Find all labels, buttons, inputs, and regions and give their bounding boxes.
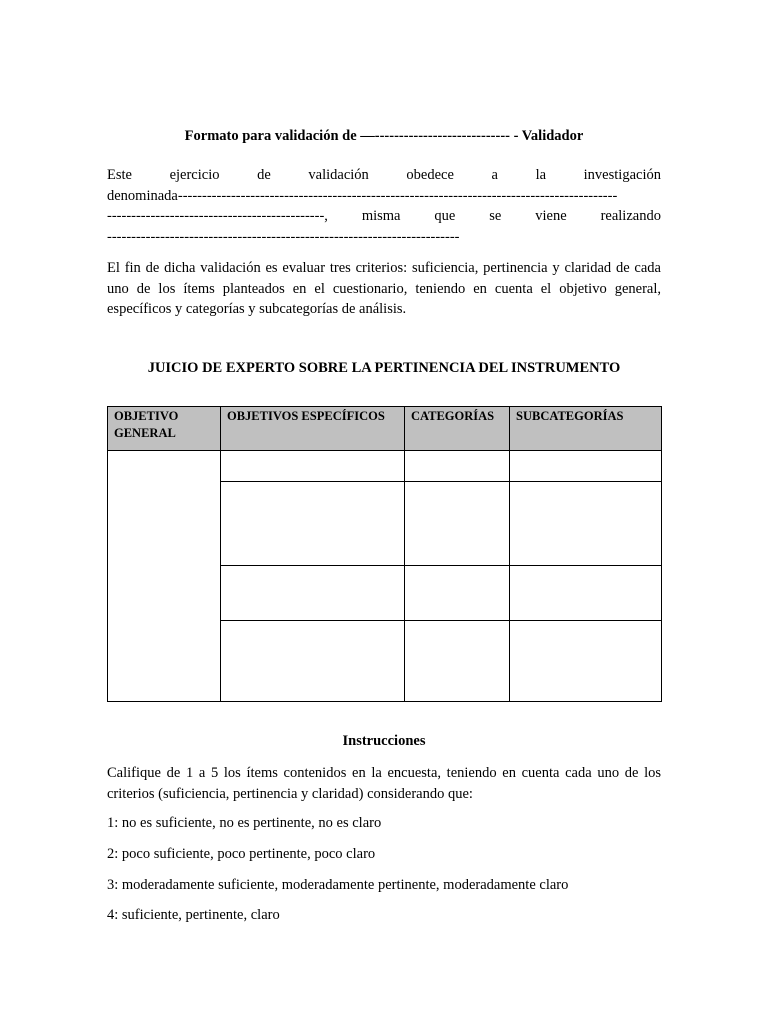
instructions-text: Califique de 1 a 5 los ítems contenidos en la encuesta, teniendo en cuenta cada uno de los criterios (suficiencia, pertinencia y claridad) considerando que: [107, 765, 661, 802]
scale-item-3: 3: moderadamente suficiente, moderadamente pertinente, moderadamente claro [107, 877, 569, 893]
instructions-title: Instrucciones [342, 733, 426, 749]
objetivo-general-cell[interactable] [108, 451, 221, 702]
table-cell[interactable] [510, 566, 662, 621]
intro-line-4: ------------------------------------------------------------------------- [107, 228, 460, 245]
intro-line-2: denominada------------------------------------------------------------------------------------------- [107, 187, 618, 204]
intro-line-3: ---------------------------------------------, misma que se viene realizando [107, 208, 661, 224]
table-cell[interactable] [510, 451, 662, 482]
table-cell[interactable] [405, 451, 510, 482]
table-cell[interactable] [221, 451, 405, 482]
table-cell[interactable] [510, 621, 662, 702]
table-cell[interactable] [221, 482, 405, 566]
header-subcategorias: SUBCATEGORÍAS [510, 407, 662, 451]
scale-item-4: 4: suficiente, pertinente, claro [107, 907, 280, 923]
section-heading: JUICIO DE EXPERTO SOBRE LA PERTINENCIA DEL INSTRUMENTO [147, 360, 621, 376]
table-cell[interactable] [221, 621, 405, 702]
intro-line-1: Este ejercicio de validación obedece a la investigación [107, 167, 661, 183]
intro-paragraph [107, 165, 661, 247]
header-objetivos-especificos: OBJETIVOS ESPECÍFICOS [221, 407, 405, 451]
table-header-row [108, 407, 662, 451]
header-objetivo-general: OBJETIVO GENERAL [108, 407, 221, 451]
purpose-paragraph: El fin de dicha validación es evaluar tres criterios: suficiencia, pertinencia y claridad de cada uno de los ítems planteados en el cuestionario, teniendo en cuenta el objetivo general, específicos y categorías y subcategorías de análisis. [107, 260, 661, 317]
header-categorias: CATEGORÍAS [405, 407, 510, 451]
scale-item-2: 2: poco suficiente, poco pertinente, poco claro [107, 846, 376, 862]
table-cell[interactable] [405, 566, 510, 621]
table-cell[interactable] [405, 621, 510, 702]
table-row [108, 451, 662, 482]
scale-item-1: 1: no es suficiente, no es pertinente, no es claro [107, 815, 382, 831]
validation-table [107, 406, 662, 702]
document-title: Formato para validación de —---------------------------- - Validador [184, 128, 584, 144]
table-cell[interactable] [221, 566, 405, 621]
table-cell[interactable] [405, 482, 510, 566]
table-cell[interactable] [510, 482, 662, 566]
